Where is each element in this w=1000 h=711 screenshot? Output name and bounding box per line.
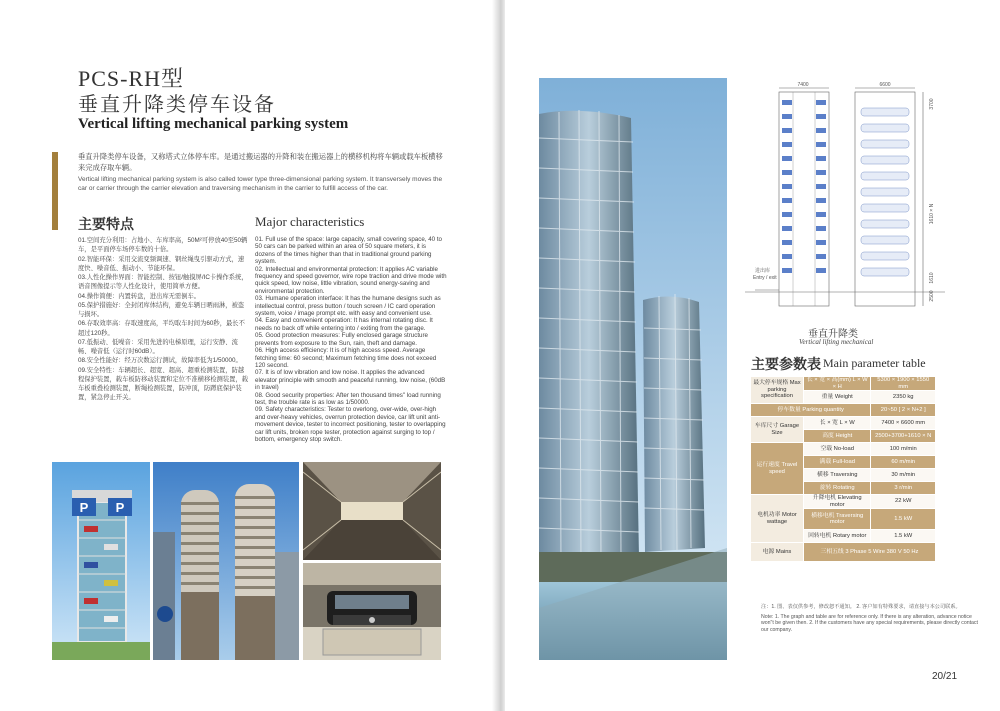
intro-en: Vertical lifting mechanical parking system is also called tower type three-dimensional parking system. It transversely moves the car or carrier through the carrier elevation and traversing mechanism in the carrier to fulfill access of the car. xyxy=(78,176,443,192)
cell-max-spec-formula: 长 × 宽 × 高(mm) L × W × H xyxy=(804,377,871,391)
diagram-caption-en: Vertical lifting mechanical xyxy=(799,338,874,346)
entry-label-zh: 进出库 xyxy=(755,268,771,274)
feature-zh-item: 03.人性化操作界面：智能控制、按钮/触摸屏/IC卡操作系统，语音图像提示等人性化设计，使用简单方便。 xyxy=(78,274,248,291)
feature-en-item: 01. Full use of the space: large capacity, small covering space, 40 to 50 cars can be parked within an area of 50 square meters, it is dozens of the times higher than that in traditional ground parking system. xyxy=(255,236,442,266)
title-en: Vertical lifting mechanical parking system xyxy=(78,116,349,132)
diagram-caption-zh: 垂直升降类 xyxy=(808,329,858,340)
photo-interior-lift xyxy=(303,462,441,560)
dim-height: 1610 × N xyxy=(929,203,935,225)
table-row xyxy=(751,543,936,562)
cell-trav-motor-value: 1.5 kW xyxy=(871,509,936,530)
cell-max-spec-label: 最大停车规格 Max parking specification xyxy=(751,377,804,404)
table-row xyxy=(751,443,936,456)
cell-trav-motor-label: 横移电机 Traversing motor xyxy=(804,509,871,530)
photo-glass-tower xyxy=(52,462,150,660)
feature-en-item: 05. Good protection measures: Fully enclosed garage structure prevents from exposure to the Sun, rain, theft and damage. xyxy=(255,332,428,347)
dim-pit-2: 2500 xyxy=(929,290,935,302)
cell-weight-label: 重量 Weight xyxy=(804,391,871,404)
feature-zh-item: 08.安全性能好：经万次数运行测试，故障率低为1/50000。 xyxy=(78,357,242,365)
notes-en: Note: 1. The graph and table are for reference only. If there is any alteration, advance notice won"t be given then. 2. If the customers have any special requirements, please directly contact our company. xyxy=(761,613,978,633)
entry-label-en: Entry / exit xyxy=(753,275,777,281)
params-heading-en: Main parameter table xyxy=(823,356,926,370)
features-heading-en: Major characteristics xyxy=(255,214,365,229)
glass-towers-large-illustration xyxy=(539,78,727,660)
title-zh: 垂直升降类停车设备 xyxy=(78,92,276,116)
feature-zh-item: 01.空间充分利用：占地小、车库率高，50M²可停放40至50辆车，是平面停车场停车数的十倍。 xyxy=(78,237,248,254)
cell-qty-value: 20~50 [ 2 × N+2 ] xyxy=(871,404,936,417)
cell-lift-motor-value: 22 kW xyxy=(871,495,936,509)
params-heading-zh: 主要参数表 xyxy=(751,356,821,372)
page-number: 20/21 xyxy=(932,671,958,682)
feature-zh-item: 04.操作简便：内置转盘，进出库无需倒车。 xyxy=(78,292,201,300)
cell-traverse-value: 30 m/min xyxy=(871,469,936,482)
left-page xyxy=(0,0,495,711)
dim-top: 3700 xyxy=(929,98,935,110)
glass-tower-illustration xyxy=(52,462,150,660)
notes xyxy=(761,604,983,633)
table-row xyxy=(751,404,936,417)
technical-diagram xyxy=(745,78,945,323)
feature-zh-item: 07.低振动、低噪音：采用先进的电梯原理，运行安静、流畅、噪音低（运行时60dB）。 xyxy=(78,338,238,355)
intro-zh: 垂直升降类停车设备，又称塔式立体停车库。是通过搬运器的升降和装在搬运器上的横移机构将车辆或载车板横移来完成存取车辆。 xyxy=(78,152,443,172)
notes-zh: 注：1. 图、表仅供参考，修改恕不通知。 2. 客户如有特殊要求，请直接与本公司联系。 xyxy=(761,604,961,610)
cell-rotate-label: 旋转 Rotating xyxy=(804,482,871,495)
features-heading-zh: 主要特点 xyxy=(78,216,134,232)
interior-illustration xyxy=(303,462,441,560)
cell-garage-h-label: 高度 Height xyxy=(804,430,871,443)
accent-bar xyxy=(52,152,58,230)
photo-glass-towers-large xyxy=(539,78,727,660)
dim-width-2: 6600 xyxy=(879,82,891,88)
cell-traverse-label: 横移 Traversing xyxy=(804,469,871,482)
parking-sign-p: P xyxy=(115,500,125,515)
cell-garage-label: 车库尺寸 Garage Size xyxy=(751,417,804,443)
cell-garage-h-value: 2500+3700+1610 × N xyxy=(871,430,936,443)
cell-noload-label: 空载 No-load xyxy=(804,443,871,456)
photo-twin-towers xyxy=(153,462,299,660)
table-row xyxy=(751,495,936,509)
feature-en-item: 07. It is of low vibration and low noise. It applies the advanced elevator principle with smooth and peaceful running, low noise, (60dB in travel) xyxy=(255,369,446,392)
cell-rotate-value: 3 r/min xyxy=(871,482,936,495)
table-row xyxy=(751,417,936,430)
table-row xyxy=(751,377,936,391)
car-platform-illustration xyxy=(303,563,441,660)
feature-en-item: 04. Easy and convenient operation: It has internal rotating disc. It needs no back off while entering into / exiting from the garage. xyxy=(255,317,433,332)
cell-garage-lw-label: 长 × 宽 L × W xyxy=(804,417,871,430)
cell-noload-value: 100 m/min xyxy=(871,443,936,456)
parking-sign-p: P xyxy=(79,500,89,515)
feature-en-item: 09. Safety characteristics: Tester to overlong, over-wide, over-high and over-heavy vehicles, overrun protection device, car lift unit anti-movement device, tester to incorrect positioning, tester to overlapping car lift units, broken rope tester, protection against surging to top / bottom, emergency stop switch. xyxy=(255,406,446,443)
feature-zh-item: 02.智能环保：采用交流变频调速、钢丝绳曳引驱动方式，速度快、噪音低、振动小、节能环保。 xyxy=(78,255,245,272)
cell-mains-label: 电源 Mains xyxy=(751,543,804,562)
cell-fullload-label: 满载 Full-load xyxy=(804,456,871,469)
photo-car-platform xyxy=(303,563,441,660)
right-page xyxy=(505,0,1000,711)
cell-garage-lw-value: 7400 × 6600 mm xyxy=(871,417,936,430)
parameter-table xyxy=(750,376,936,562)
feature-zh-item: 09.安全特性：车辆超长、超宽、超高、超重检测装置，防越程保护装置，载车板防移动装置和定位不准横移检测装置，载车板重叠检测装置，断绳检测装置，防冲顶，防蹲底保护装置，紧急停止开关。 xyxy=(78,366,249,402)
cell-motor-label: 电机功率 Motor wattage xyxy=(751,495,804,543)
cell-weight-value: 2350 kg xyxy=(871,391,936,404)
model-title: PCS-RH型 xyxy=(78,66,185,91)
cell-mains-value: 三相五线 3 Phase 5 Wire 380 V 50 Hz xyxy=(804,543,936,562)
feature-en-item: 03. Humane operation interface: It has the humane designs such as intellectual control, press button / touch screen / IC card operation system, voice / image prompt etc. with easy and convenient use. xyxy=(255,295,441,318)
dim-width-1: 7400 xyxy=(797,82,809,88)
dim-pit-1: 1610 xyxy=(929,272,935,284)
cell-speed-label: 运行速度 Travel speed xyxy=(751,443,804,495)
feature-en-item: 08. Good security properties: After ten thousand times" load running test, the trouble rate is as low as 1/50000. xyxy=(255,391,441,406)
twin-towers-illustration xyxy=(153,462,299,660)
cell-rot-motor-label: 回转电机 Rotary motor xyxy=(804,530,871,543)
features-list-en xyxy=(255,236,447,443)
features-list-zh xyxy=(78,236,248,403)
cell-lift-motor-label: 升降电机 Elevating motor xyxy=(804,495,871,509)
cell-rot-motor-value: 1.5 kW xyxy=(871,530,936,543)
feature-en-item: 02. Intellectual and environmental protection: It applies AC variable frequency and speed governor, wire rope traction and drive mode with quick speed, low noise, little vibration, sound energy-saving and environmental protection. xyxy=(255,265,447,295)
cell-fullload-value: 60 m/min xyxy=(871,456,936,469)
cell-qty-label: 停车数量 Parking quantity xyxy=(751,404,871,417)
cell-max-spec-value: 5300 × 1900 × 1550 mm xyxy=(871,377,936,391)
feature-en-item: 06. High access efficiency: It is of high access speed. Average fetching time: 60 second; Maximum fetching time does not exceed 120 second. xyxy=(255,347,437,369)
elevation-drawing xyxy=(745,78,945,323)
feature-zh-item: 05.保护措施好：全封闭库体结构，避免车辆日晒雨淋，被盗与损坏。 xyxy=(78,301,245,318)
feature-zh-item: 06.存取效率高：存取速度高，平均取车时间为60秒，最长不超过120秒。 xyxy=(78,320,245,337)
